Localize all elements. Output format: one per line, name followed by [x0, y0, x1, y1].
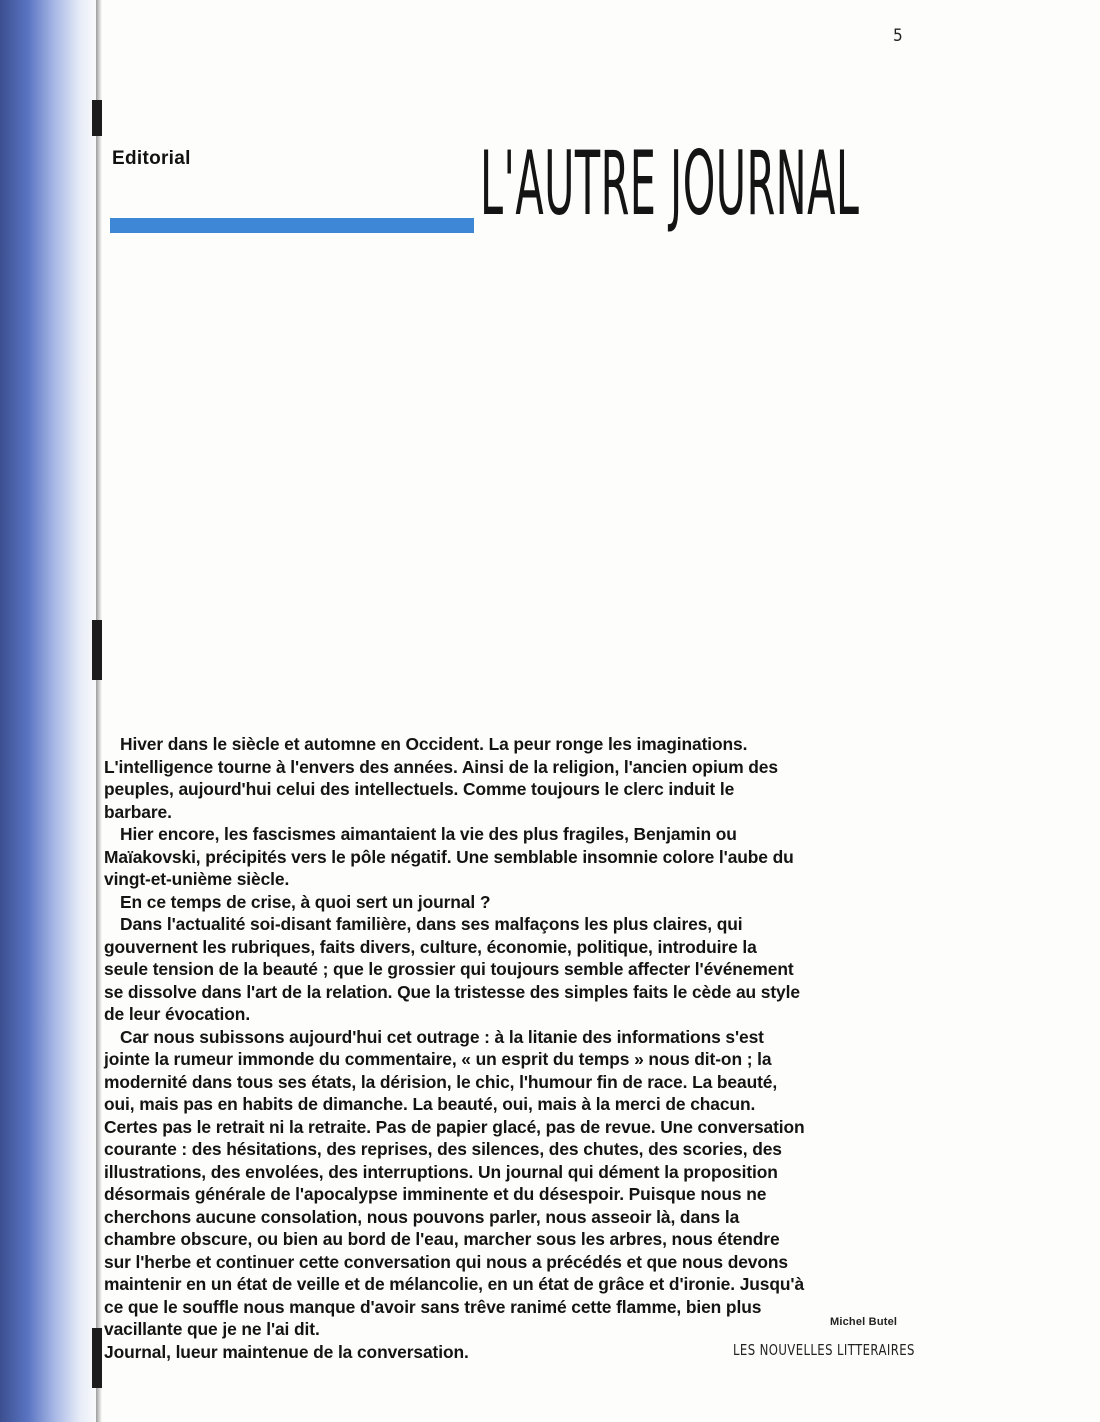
body-line: sur l'herbe et continuer cette conversation qui nous a précédés et que nous devons	[104, 1251, 788, 1272]
body-line: vingt-et-unième siècle.	[104, 869, 290, 889]
author-signature: Michel Butel	[830, 1316, 898, 1328]
body-line: cherchons aucune consolation, nous pouvons parler, nous asseoir là, dans la	[104, 1206, 740, 1227]
body-line: jointe la rumeur immonde du commentaire, « un esprit du temps » nous dit-on ; la	[104, 1049, 772, 1069]
body-line: seule tension de la beauté ; que le grossier qui toujours semble affecter l'événement	[104, 959, 794, 979]
body-line: Certes pas le retrait ni la retraite. Pas de papier glacé, pas de revue. Une conversation	[104, 1116, 805, 1137]
body-line: vacillante que je ne l'ai dit.	[104, 1319, 320, 1339]
body-line: Journal, lueur maintenue de la conversation.	[104, 1341, 469, 1362]
binding-edge	[0, 0, 100, 1422]
body-line: se dissolve dans l'art de la relation. Que la tristesse des simples faits le cède au style	[104, 981, 800, 1002]
body-line: Hier encore, les fascismes aimantaient la vie des plus fragiles, Benjamin ou	[120, 824, 737, 844]
body-line: peuples, aujourd'hui celui des intellectuels. Comme toujours le clerc induit le	[104, 779, 735, 799]
body-line: oui, mais pas en habits de dimanche. La beauté, oui, mais à la merci de chacun.	[104, 1094, 756, 1114]
body-line: maintenir en un état de veille et de mélancolie, en un état de grâce et d'ironie. Jusqu'à	[104, 1274, 805, 1294]
body-line: L'intelligence tourne à l'envers des années. Ainsi de la religion, l'ancien opium des	[104, 756, 778, 777]
body-line: En ce temps de crise, à quoi sert un journal ?	[120, 891, 491, 912]
body-line: courante : des hésitations, des reprises, des silences, des chutes, des scories, des	[104, 1139, 782, 1159]
body-line: désormais générale de l'apocalypse imminente et du désespoir. Puisque nous ne	[104, 1184, 767, 1204]
binding-shadow	[96, 0, 102, 1422]
body-line: Hiver dans le siècle et automne en Occident. La peur ronge les imaginations.	[120, 734, 748, 754]
title-rule	[110, 218, 474, 233]
body-line: illustrations, des envolées, des interruptions. Un journal qui dément la proposition	[104, 1161, 778, 1182]
body-line: Car nous subissons aujourd'hui cet outrage : à la litanie des informations s'est	[120, 1026, 764, 1047]
body-line: ce que le souffle nous manque d'avoir sans trêve ranimé cette flamme, bien plus	[104, 1296, 762, 1317]
publication-name: LES NOUVELLES LITTERAIRES	[733, 1341, 915, 1359]
binding-mark	[92, 620, 102, 680]
page-title: L'AUTRE JOURNAL	[480, 132, 860, 235]
page-number: 5	[893, 26, 903, 46]
body-line: de leur évocation.	[104, 1004, 251, 1024]
binding-mark	[92, 100, 102, 136]
body-line: modernité dans tous ses états, la dérision, le chic, l'humour fin de race. La beauté,	[104, 1071, 778, 1092]
body-line: Dans l'actualité soi-disant familière, dans ses malfaçons les plus claires, qui	[120, 914, 743, 934]
body-line: barbare.	[104, 801, 172, 822]
body-line: Maïakovski, précipités vers le pôle négatif. Une semblable insomnie colore l'aube du	[104, 846, 794, 867]
binding-mark	[92, 1328, 102, 1388]
editorial-body	[104, 733, 884, 1363]
body-line: gouvernent les rubriques, faits divers, culture, économie, politique, introduire la	[104, 936, 757, 957]
body-line: chambre obscure, ou bien au bord de l'eau, marcher sous les arbres, nous étendre	[104, 1229, 780, 1249]
section-label: Editorial	[112, 148, 191, 169]
